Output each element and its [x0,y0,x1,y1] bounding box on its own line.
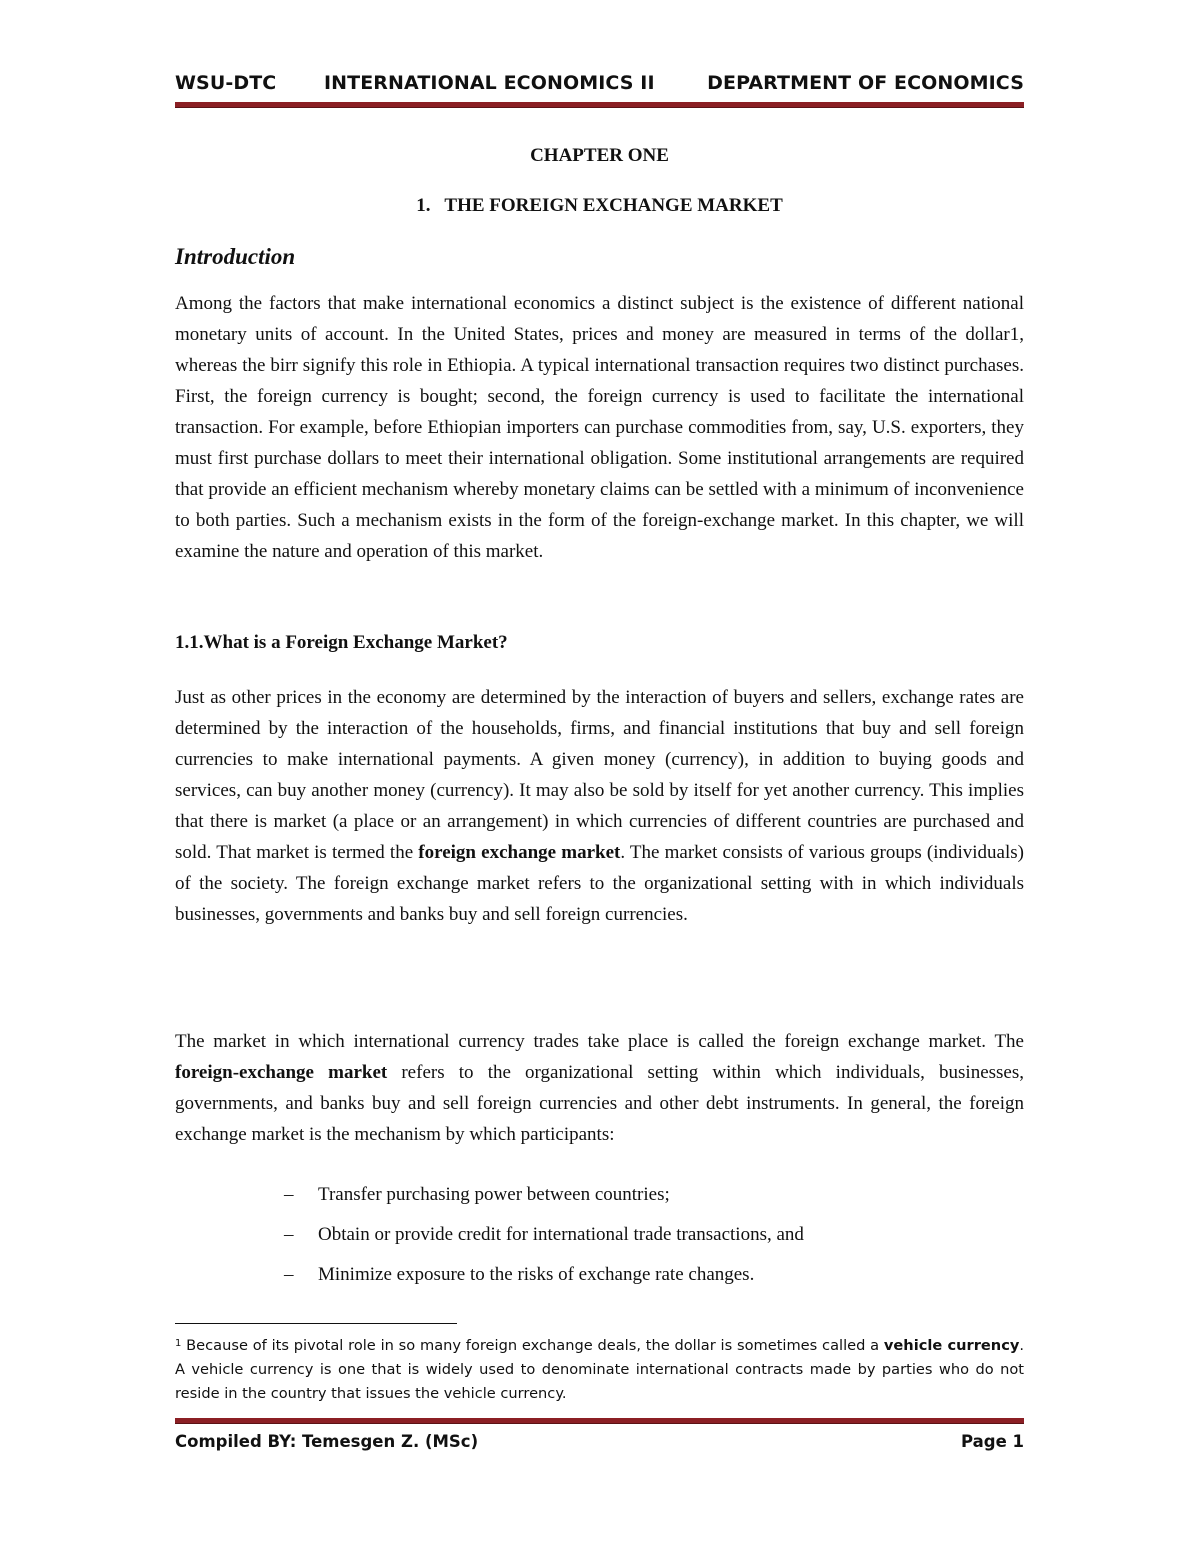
list-item [284,1184,670,1206]
bullet-dash: – [284,1184,294,1205]
paragraph-text: Just as other prices in the economy are determined by the interaction of buyers and sellers, exchange rates are determined by the interaction of the households, firms, and financial institutions that buy and sell foreign currencies to make international payments. A given money (currency), in addition to buying goods and services, can buy another money (currency). It may also be sold by itself for yet another currency. This implies that there is market (a place or an arrangement) in which currencies of different countries are purchased and sold. That market is termed the [175,687,1024,863]
chapter-title [175,195,1024,217]
list-item-text: Minimize exposure to the risks of exchange rate changes. [318,1264,755,1285]
bullet-dash: – [284,1264,294,1285]
section-paragraph-1 [175,682,1024,930]
footnote-text: . A vehicle currency is one that is widely used to denominate international contracts made by parties who do not reside in the country that issues the vehicle currency. [175,1337,1024,1402]
intro-heading: Introduction [175,244,296,269]
page-footer [175,1432,1024,1451]
chapter-number: 1. [416,195,431,216]
footnote-text: Because of its pivotal role in so many foreign exchange deals, the dollar is sometimes called a [181,1337,884,1354]
paragraph-text: . The market consists of various groups (individuals) of the society. The foreign exchange market refers to the organizational setting with in which individuals businesses, governments and banks buy and sell foreign currencies. [175,842,1024,925]
footnote [175,1334,1024,1406]
bold-term: foreign-exchange market [175,1062,388,1083]
footer-compiled-by: Compiled BY: Temesgen Z. (MSc) [175,1432,479,1451]
list-item-text: Transfer purchasing power between countries; [318,1184,670,1205]
header-rule [175,102,1024,108]
intro-paragraph: Among the factors that make international economics a distinct subject is the existence of different national monetary units of account. In the United States, prices and money are measured in terms of the dollar1, whereas the birr signify this role in Ethiopia. A typical international transaction requires two distinct purchases. First, the foreign currency is bought; second, the foreign currency is used to facilitate the international transaction. For example, before Ethiopian importers can purchase commodities from, say, U.S. exporters, they must first purchase dollars to meet their international obligation. Some institutional arrangements are required that provide an efficient mechanism whereby monetary claims can be settled with a minimum of inconvenience to both parties. Such a mechanism exists in the form of the foreign-exchange market. In this chapter, we will examine the nature and operation of this market. [175,293,1024,562]
list-item [284,1224,804,1246]
header-right: DEPARTMENT OF ECONOMICS [707,72,1024,94]
section-heading: 1.1.What is a Foreign Exchange Market? [175,632,508,653]
bold-term: foreign exchange market [418,842,621,863]
bullet-dash: – [284,1224,294,1245]
page-number: Page 1 [960,1432,1024,1451]
chapter-label: CHAPTER ONE [530,145,669,166]
chapter-title-text: THE FOREIGN EXCHANGE MARKET [444,195,783,216]
footnote-bold-term: vehicle currency [883,1337,1020,1354]
section-paragraph-2 [175,1026,1024,1150]
header-center: INTERNATIONAL ECONOMICS II [324,72,655,94]
header-left: WSU-DTC [175,72,277,94]
footer-rule [175,1418,1024,1424]
paragraph-text: The market in which international currency trades take place is called the foreign exchange market. The [175,1031,1024,1052]
paragraph-text: refers to the organizational setting within which individuals, businesses, governments, and banks buy and sell foreign currencies and other debt instruments. In general, the foreign exchange market is the mechanism by which participants: [175,1062,1024,1145]
list-item-text: Obtain or provide credit for international trade transactions, and [318,1224,804,1245]
footnote-separator [175,1323,457,1324]
list-item [284,1264,754,1286]
footnote-marker: 1 [175,1338,182,1349]
